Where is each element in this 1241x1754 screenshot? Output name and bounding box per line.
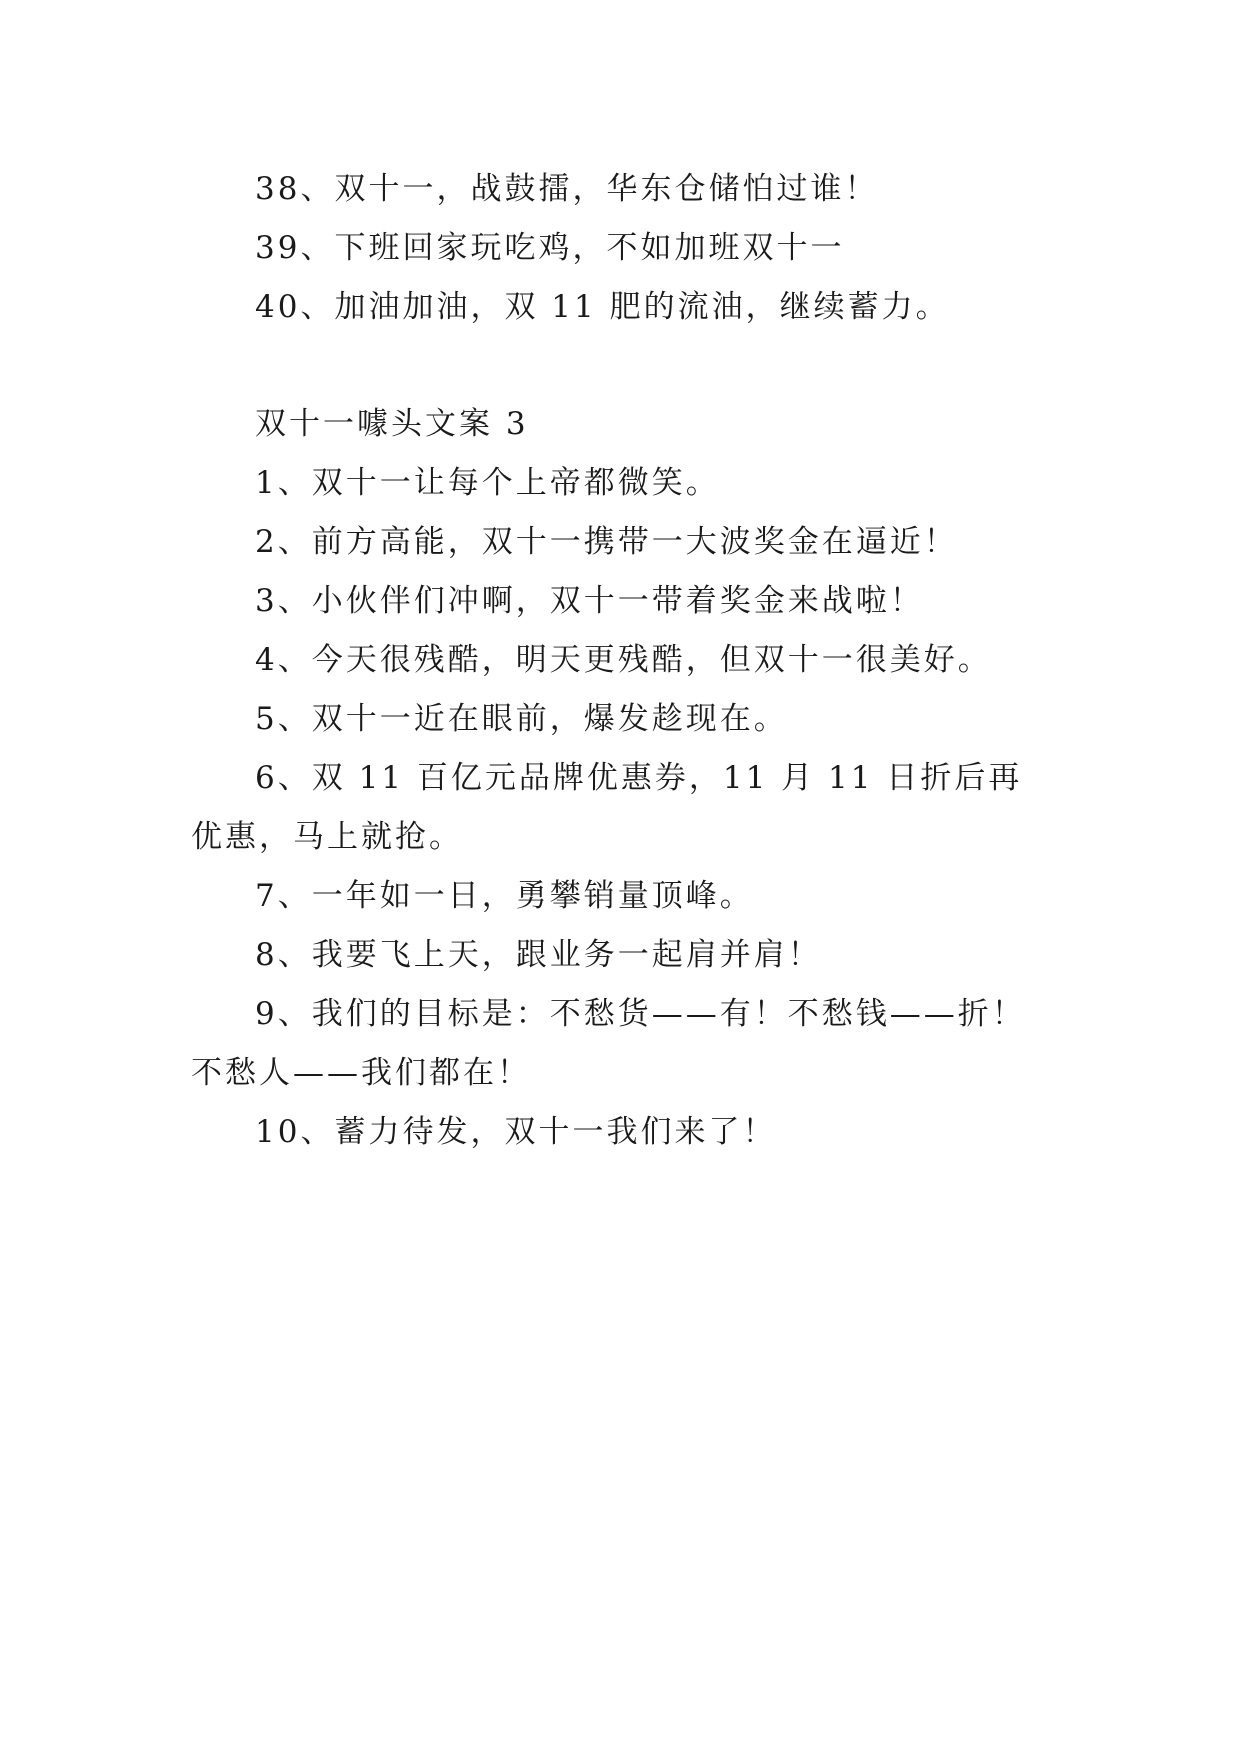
list-item: 40、加油加油，双 11 肥的流油，继续蓄力。 bbox=[255, 289, 950, 325]
list-item: 2、前方高能，双十一携带一大波奖金在逼近！ bbox=[255, 524, 958, 560]
list-item: 7、一年如一日，勇攀销量顶峰。 bbox=[255, 878, 754, 914]
document-body bbox=[191, 160, 1053, 1162]
section-spacer bbox=[191, 337, 1053, 395]
list-item: 8、我要飞上天，跟业务一起肩并肩！ bbox=[255, 937, 822, 973]
list-item: 3、小伙伴们冲啊，双十一带着奖金来战啦！ bbox=[255, 583, 924, 619]
list-item: 1、双十一让每个上帝都微笑。 bbox=[255, 465, 720, 501]
section-title: 双十一噱头文案 3 bbox=[255, 406, 529, 442]
list-item: 4、今天很残酷，明天更残酷，但双十一很美好。 bbox=[255, 642, 992, 678]
list-item: 9、我们的目标是：不愁货——有！不愁钱——折！不愁人——我们都在！ bbox=[191, 996, 1026, 1091]
list-item: 38、双十一，战鼓擂，华东仓储怕过谁！ bbox=[255, 171, 879, 207]
list-item: 6、双 11 百亿元品牌优惠券，11 月 11 日折后再优惠，马上就抢。 bbox=[191, 760, 1023, 855]
list-item: 10、蓄力待发，双十一我们来了！ bbox=[255, 1114, 777, 1150]
list-item: 5、双十一近在眼前，爆发趁现在。 bbox=[255, 701, 788, 737]
list-item: 39、下班回家玩吃鸡，不如加班双十一 bbox=[255, 230, 845, 266]
